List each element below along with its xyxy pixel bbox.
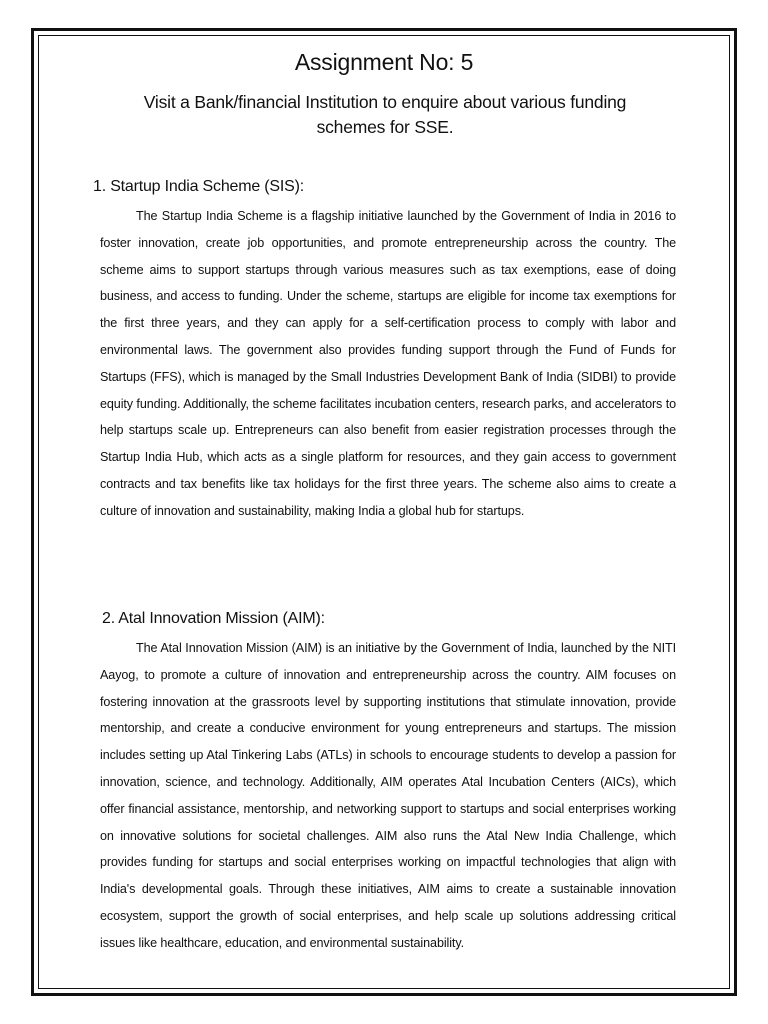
section-heading-atal-innovation: 2. Atal Innovation Mission (AIM): [102, 610, 325, 627]
assignment-title: Assignment No: 5 [294, 49, 474, 75]
section-body-atal-innovation: The Atal Innovation Mission (AIM) is an initiative by the Government of India, launched by the NITI Aayog, to promote a culture of innovation and entrepreneurship across the country. AIM focuses on fostering innovation at the grassroots level by supporting institutions that stimulate innovation, provide mentorship, and create a conducive environment for young entrepreneurs and startups. The mission includes setting up Atal Tinkering Labs (ATLs) in schools to encourage students to develop a passion for innovation, science, and technology. Additionally, AIM operates Atal Incubation Centers (AICs), which offer financial assistance, mentorship, and networking support to startups and social enterprises working on innovative solutions for societal challenges. AIM also runs the Atal New India Challenge, which provides funding for startups and social enterprises working on impactful technologies that align with India's developmental goals. Through these initiatives, AIM aims to create a sustainable innovation ecosystem, support the growth of social enterprises, and help scale up solutions addressing critical issues like healthcare, education, and environmental sustainability. [100, 641, 676, 950]
section-heading-startup-india: 1. Startup India Scheme (SIS): [93, 178, 304, 195]
section-body-startup-india: The Startup India Scheme is a flagship initiative launched by the Government of India in 2016 to foster innovation, create job opportunities, and promote entrepreneurship across the country. The scheme aims to support startups through various measures such as tax exemptions, ease of doing business, and access to funding. Under the scheme, startups are eligible for income tax exemptions for the first three years, and they can apply for a self-certification process to comply with labor and environmental laws. The government also provides funding support through the Fund of Funds for Startups (FFS), which is managed by the Small Industries Development Bank of India (SIDBI) to provide equity funding. Additionally, the scheme facilitates incubation centers, research parks, and accelerators to help startups scale up. Entrepreneurs can also benefit from easier registration processes through the Startup India Hub, which acts as a single platform for resources, and they gain access to government contracts and tax benefits like tax holidays for the first three years. The scheme also aims to create a culture of innovation and sustainability, making India a global hub for startups. [100, 209, 676, 518]
assignment-subtitle: Visit a Bank/financial Institution to enquire about various funding schemes for SSE. [143, 92, 627, 137]
